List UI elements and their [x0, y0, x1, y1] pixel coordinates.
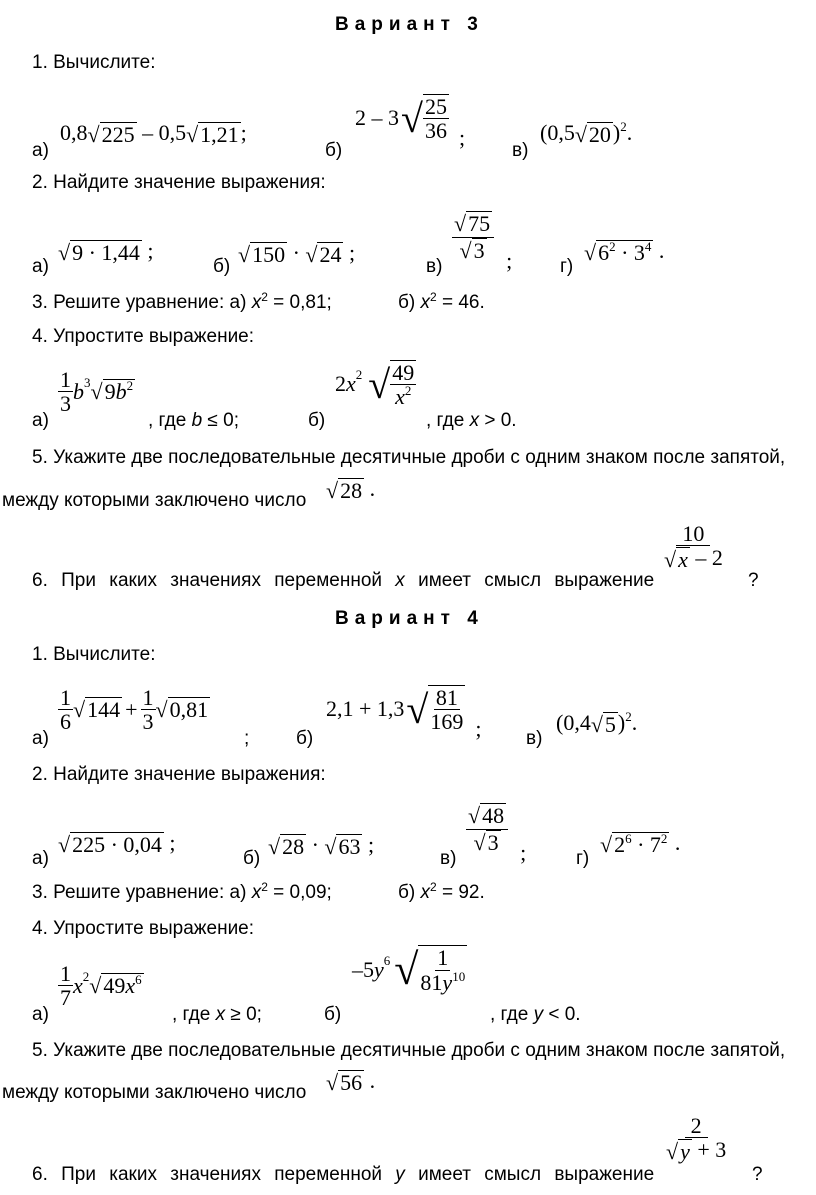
fraction: $\frac{10}{√x - 2}$ — [664, 521, 723, 573]
v3-task4-heading: 4. Упростите выражение: — [32, 326, 255, 347]
v4-task1-b-expr: 2,1 + 1,3 √ $\frac{81}{169}$ ; — [326, 684, 482, 741]
radical: √144 — [73, 696, 121, 722]
v3-task1-b-label: б) — [325, 140, 343, 161]
v3-task5-line1: 5. Укажите две последовательные десятичные дроби с одним знаком после запятой, — [32, 447, 786, 468]
v4-task5-expr: √56 . — [326, 1068, 376, 1095]
v3-task5-expr: √28 . — [326, 476, 376, 503]
v3-task1-b-expr: 2 – 3 √ $\frac{25}{36}$ ; — [355, 93, 466, 150]
v4-task4-heading: 4. Упростите выражение: — [32, 918, 255, 939]
v3-task1-v-expr: $(0,5√20)^2$. — [540, 119, 633, 147]
radical: √150 — [238, 241, 286, 267]
v3-task1-a-expr: 0,8√225 – 0,5√1,21; — [60, 120, 247, 147]
v4-task6-expr — [664, 1114, 728, 1165]
radical: √0,81 — [155, 696, 209, 722]
v4-task2-v-label: в) — [440, 848, 457, 869]
v3-task4-a-label: а) — [32, 410, 49, 431]
v4-task4-b-expr: –5 y 6 √ $\frac{1}{81y^{10}}$ — [352, 945, 466, 995]
radical: √1,21 — [186, 121, 239, 147]
v3-task2-a-label: а) — [32, 256, 49, 277]
v3-task2-a-expr: √9 · 1,44 ; — [58, 238, 154, 265]
v4-task1-v-expr: $(0,4√5)^2$. — [556, 709, 638, 737]
v3-task3-b: б) $x^2 = 46$. — [398, 290, 485, 313]
v3-task4-a-expr: $\frac{1}{3}$ b 3 $√9b^2$ — [60, 367, 134, 417]
v3-task4-b-expr: 2 x 2 √ $\frac{49}{x^2}$ — [335, 360, 415, 410]
radical: √9 · 1,44 — [58, 239, 140, 265]
v3-task2-b-expr: √150 · √24 ; — [238, 240, 356, 267]
v4-task2-b-label: б) — [243, 848, 261, 869]
v4-task2-b-expr: √28 · √63 ; — [268, 832, 375, 859]
v4-task1-b-label: б) — [296, 728, 314, 749]
v3-task1-v-label: в) — [512, 140, 529, 161]
fraction: $\frac{1}{7}$ — [60, 961, 71, 1011]
radical: √3 — [473, 829, 499, 855]
v3-task3: 3. Решите уравнение: а) $x^2 = 0,81$; — [32, 290, 332, 313]
fraction: $\frac{1}{81y^{10}}$ — [420, 945, 466, 995]
variant-4-title: Вариант 4 — [335, 608, 484, 629]
v4-task4-a-cond: , где x ≥ 0; — [172, 1004, 262, 1025]
v4-task3: 3. Решите уравнение: а) $x^2 = 0,09$; — [32, 880, 332, 903]
radical: √24 — [305, 241, 342, 267]
fraction: $\frac{25}{36}$ — [424, 93, 447, 143]
v3-task6-end: ? — [748, 570, 759, 591]
radical: √20 — [574, 121, 611, 147]
v4-task4-a-expr: $\frac{1}{7}$ x 2 $√49x^6$ — [60, 961, 142, 1011]
v3-task6: 6. При каких значениях переменной x имеет смысл выражение — [32, 570, 655, 591]
radical: √28 — [268, 833, 305, 859]
v3-task5-line2: между которыми заключено число — [2, 490, 307, 511]
v3-task2-g-label: г) — [560, 256, 574, 277]
v4-task3-b: б) $x^2 = 92$. — [398, 880, 485, 903]
v4-task2-heading: 2. Найдите значение выражения: — [32, 764, 326, 785]
fraction — [466, 803, 508, 854]
radical: $√9b^2$ — [90, 377, 134, 404]
radical: √x — [664, 547, 688, 573]
radical: √3 — [459, 237, 485, 263]
radical: √63 — [324, 833, 361, 859]
v4-task2-v-expr: $\frac{√48}{√3}$ ; — [468, 803, 527, 865]
v3-task2-v-expr: $\frac{√75}{√3}$ ; — [454, 211, 513, 273]
fraction: $\frac{1}{3}$ — [142, 685, 154, 735]
v3-task2-g-expr: $√6^2 \cdot 3^4$ . — [584, 238, 665, 265]
v4-task1-heading: 1. Вычислите: — [32, 644, 156, 665]
radical: √48 — [466, 803, 508, 829]
v4-task2-g-expr: $√2^6 \cdot 7^2$ . — [600, 830, 681, 857]
v4-task1-a-expr: $\frac{1}{6}$ √144 + $\frac{1}{3}$ √0,81 — [60, 685, 209, 735]
radical: √225 — [87, 121, 135, 147]
v3-task1-heading: 1. Вычислите: — [32, 52, 156, 73]
radical: √225 · 0,04 — [58, 831, 162, 857]
v3-task2-v-label: в) — [426, 256, 443, 277]
radical: √75 — [452, 211, 494, 237]
variant-3-title: Вариант 3 — [335, 14, 484, 35]
v4-task4-b-label: б) — [324, 1004, 342, 1025]
v3-task4-a-cond: , где b ≤ 0; — [148, 410, 239, 431]
v4-task4-b-cond: , где y < 0. — [490, 1004, 581, 1025]
v4-task6-end: ? — [752, 1164, 763, 1185]
v4-task2-a-label: а) — [32, 848, 49, 869]
v4-task6: 6. При каких значениях переменной y имеет смысл выражение — [32, 1164, 655, 1185]
fraction: $\frac{2}{√y + 3}$ — [666, 1113, 727, 1165]
v3-task4-b-cond: , где x > 0. — [426, 410, 517, 431]
v4-task4-a-label: а) — [32, 1004, 49, 1025]
radical: $√2^6 \cdot 7^2$ — [600, 830, 668, 857]
v3-task1-a-label: а) — [32, 140, 49, 161]
v4-task1-a-label: а) — [32, 728, 49, 749]
v4-task5-line2: между которыми заключено число — [2, 1082, 307, 1103]
radical: √56 — [326, 1069, 363, 1095]
fraction: $\frac{1}{6}$ — [60, 685, 71, 735]
v4-task1-v-label: в) — [526, 728, 543, 749]
fraction: $\frac{1}{3}$ — [60, 367, 71, 417]
v4-task5-line1: 5. Укажите две последовательные десятичные дроби с одним знаком после запятой, — [32, 1040, 786, 1061]
fraction: $\frac{49}{x^2}$ — [392, 360, 415, 410]
fraction: $\frac{81}{169}$ — [430, 684, 464, 734]
radical: $√49x^6$ — [89, 971, 142, 998]
fraction — [452, 211, 494, 262]
v4-task2-g-label: г) — [576, 848, 590, 869]
radical: √y — [666, 1139, 690, 1165]
v3-task6-expr — [662, 522, 725, 573]
v3-task2-heading: 2. Найдите значение выражения: — [32, 172, 326, 193]
v3-task4-b-label: б) — [308, 410, 326, 431]
radical: √5 — [590, 711, 616, 737]
radical: $√6^2 \cdot 3^4$ — [584, 238, 652, 265]
v3-task2-b-label: б) — [213, 256, 231, 277]
v4-task2-a-expr: √225 · 0,04 ; — [58, 830, 176, 857]
radical: √28 — [326, 477, 363, 503]
